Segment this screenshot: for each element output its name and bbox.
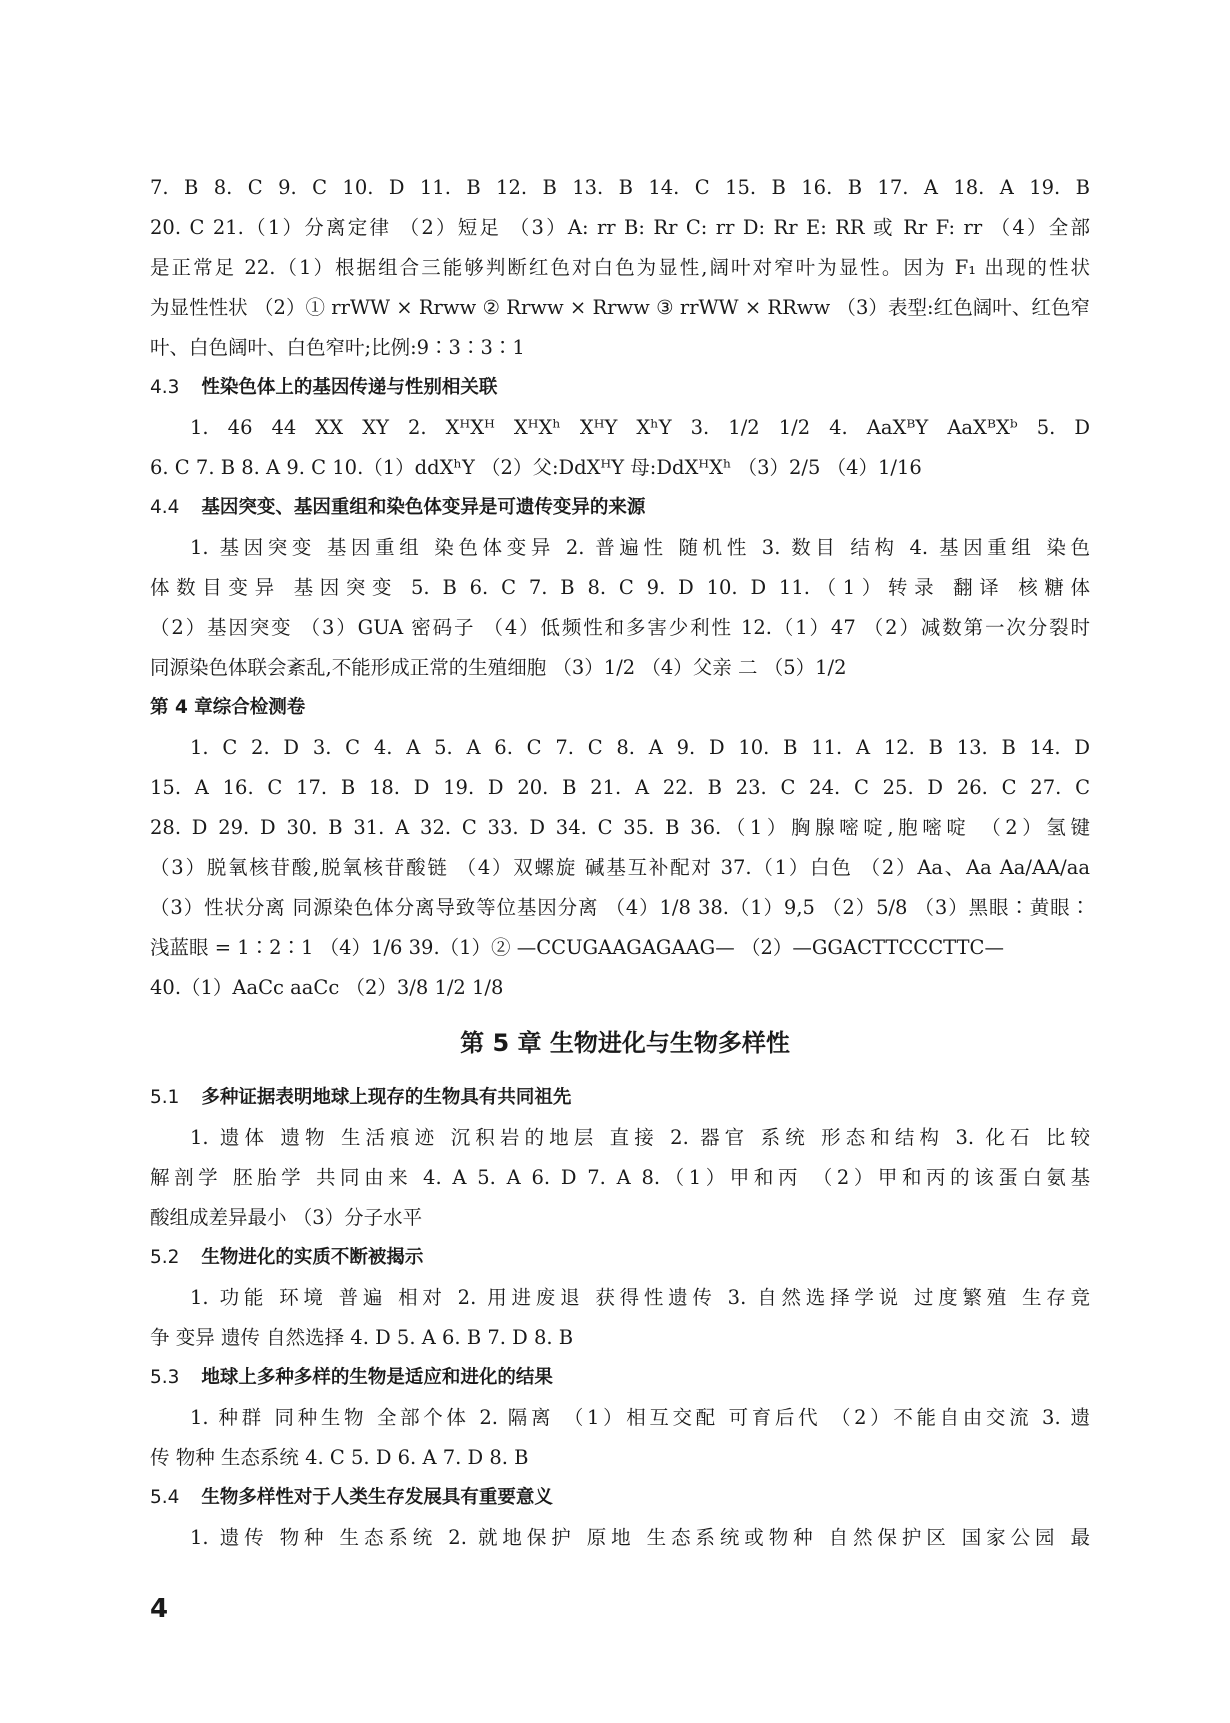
- text-line: 1. 遗体 遗物 生活痕迹 沉积岩的地层 直接 2. 器官 系统 形态和结构 3. 化石 比较: [190, 1126, 1090, 1149]
- text-line: 1. C 2. D 3. C 4. A 5. A 6. C 7. C 8. A 9. D 10. B 11. A 12. B 13. B 14. D: [190, 736, 1090, 759]
- text-line: 体数目变异 基因突变 5. B 6. C 7. B 8. C 9. D 10. D 11.（1）转录 翻译 核糖体: [150, 576, 1090, 599]
- text-line: 28. D 29. D 30. B 31. A 32. C 33. D 34. C 35. B 36.（1）胸腺嘧啶,胞嘧啶 （2）氢键: [150, 816, 1090, 839]
- text-line: 浅蓝眼 = 1∶2∶1 （4）1/6 39.（1）② —CCUGAAGAGAAG— （2）—GGACTTCCCTTC—: [150, 936, 1004, 959]
- answer-page: [150, 168, 1090, 1558]
- text-line: 6. C 7. B 8. A 9. C 10.（1）ddXʰY （2）父:DdXᴴY 母:DdXᴴXʰ （3）2/5 （4）1/16: [150, 456, 922, 479]
- text-line: 7. B 8. C 9. C 10. D 11. B 12. B 13. B 14. C 15. B 16. B 17. A 18. A 19. B: [150, 176, 1090, 199]
- section-number: 4.4: [150, 497, 180, 518]
- section-heading-4-3: [150, 368, 1090, 408]
- text-line: 酸组成差异最小 （3）分子水平: [150, 1206, 423, 1229]
- section-number: 4.3: [150, 377, 180, 398]
- text-line: （3）脱氧核苷酸,脱氧核苷酸链 （4）双螺旋 碱基互补配对 37.（1）白色 （2）Aa、Aa Aa/AA/aa: [150, 856, 1090, 879]
- section-heading-5-2: [150, 1238, 1090, 1278]
- text-line: 20. C 21.（1）分离定律 （2）短足 （3）A: rr B: Rr C: rr D: Rr E: RR 或 Rr F: rr （4）全部: [150, 216, 1090, 239]
- text-line: 为显性性状 （2）① rrWW × Rrww ② Rrww × Rrww ③ rrWW × RRww （3）表型:红色阔叶、红色窄: [150, 296, 1090, 319]
- text-line: 传 物种 生态系统 4. C 5. D 6. A 7. D 8. B: [150, 1446, 529, 1469]
- section-number: 5.4: [150, 1487, 180, 1508]
- section-title: 生物进化的实质不断被揭示: [201, 1247, 424, 1268]
- section-heading-5-3: [150, 1358, 1090, 1398]
- text-line: 1. 46 44 XX XY 2. XᴴXᴴ XᴴXʰ XᴴY XʰY 3. 1/2 1/2 4. AaXᴮY AaXᴮXᵇ 5. D: [190, 416, 1090, 439]
- text-line: 同源染色体联会紊乱,不能形成正常的生殖细胞 （3）1/2 （4）父亲 二 （5）1/2: [150, 656, 847, 679]
- page-number: 4: [150, 1594, 169, 1624]
- text-line: 1. 功能 环境 普遍 相对 2. 用进废退 获得性遗传 3. 自然选择学说 过度繁殖 生存竞: [190, 1286, 1090, 1309]
- section-heading-5-4: [150, 1478, 1090, 1518]
- section-number: 5.1: [150, 1087, 180, 1108]
- section-title: 基因突变、基因重组和染色体变异是可遗传变异的来源: [201, 497, 646, 518]
- section-title: 性染色体上的基因传递与性别相关联: [201, 377, 498, 398]
- text-line: （2）基因突变 （3）GUA 密码子 （4）低频性和多害少利性 12.（1）47 （2）减数第一次分裂时: [150, 616, 1090, 639]
- text-line: 解剖学 胚胎学 共同由来 4. A 5. A 6. D 7. A 8.（1）甲和丙 （2）甲和丙的该蛋白氨基: [150, 1166, 1090, 1189]
- text-line: 1. 基因突变 基因重组 染色体变异 2. 普遍性 随机性 3. 数目 结构 4. 基因重组 染色: [190, 536, 1090, 559]
- section-title: 地球上多种多样的生物是适应和进化的结果: [201, 1367, 553, 1388]
- text-line: 争 变异 遗传 自然选择 4. D 5. A 6. B 7. D 8. B: [150, 1326, 574, 1349]
- text-line: 叶、白色阔叶、白色窄叶;比例:9∶3∶3∶1: [150, 336, 525, 359]
- text-line: 1. 种群 同种生物 全部个体 2. 隔离 （1）相互交配 可育后代 （2）不能自由交流 3. 遗: [190, 1406, 1090, 1429]
- section-title: 生物多样性对于人类生存发展具有重要意义: [201, 1487, 553, 1508]
- text-line: 是正常足 22.（1）根据组合三能够判断红色对白色为显性,阔叶对窄叶为显性。因为 F₁ 出现的性状: [150, 256, 1090, 279]
- text-line: 40.（1）AaCc aaCc （2）3/8 1/2 1/8: [150, 976, 504, 999]
- section-heading-5-1: [150, 1078, 1090, 1118]
- text-line: （3）性状分离 同源染色体分离导致等位基因分离 （4）1/8 38.（1）9,5 （2）5/8 （3）黑眼∶黄眼∶: [150, 896, 1090, 919]
- test-heading-chapter-4: 第 4 章综合检测卷: [150, 697, 306, 718]
- section-number: 5.2: [150, 1247, 180, 1268]
- text-line: 1. 遗传 物种 生态系统 2. 就地保护 原地 生态系统或物种 自然保护区 国家公园 最: [190, 1526, 1090, 1549]
- section-heading-4-4: [150, 488, 1090, 528]
- chapter-title: 第 5 章 生物进化与生物多样性: [460, 1029, 790, 1057]
- section-title: 多种证据表明地球上现存的生物具有共同祖先: [201, 1087, 572, 1108]
- section-number: 5.3: [150, 1367, 180, 1388]
- text-line: 15. A 16. C 17. B 18. D 19. D 20. B 21. A 22. B 23. C 24. C 25. D 26. C 27. C: [150, 776, 1090, 799]
